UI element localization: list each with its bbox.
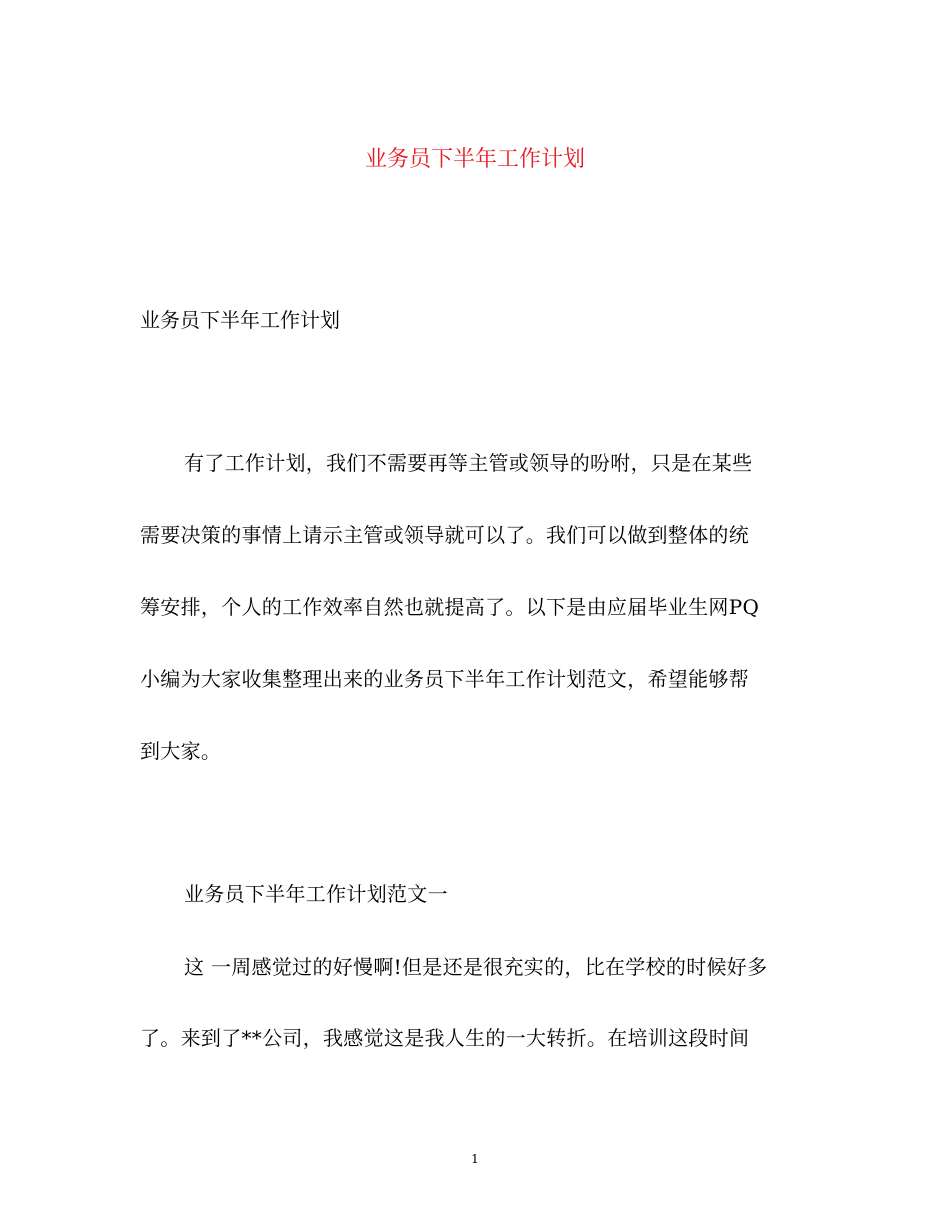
section-heading: 业务员下半年工作计划范文一 [184, 882, 448, 906]
intro-line-1: 有了工作计划，我们不需要再等主管或领导的吩咐，只是在某些 [184, 451, 753, 475]
intro-line-2: 需要决策的事情上请示主管或领导就可以了。我们可以做到整体的统 [140, 523, 749, 547]
body-line-1: 这 一周感觉过的好慢啊!但是还是很充实的，比在学校的时候好多 [184, 955, 768, 979]
intro-line-3: 筹安排，个人的工作效率自然也就提高了。以下是由应届毕业生网PQ [140, 595, 760, 619]
body-line-2: 了。来到了**公司，我感觉这是我人生的一大转折。在培训这段时间 [140, 1026, 750, 1050]
document-title: 业务员下半年工作计划 [364, 147, 585, 172]
intro-line-5: 到大家。 [140, 739, 222, 763]
intro-line-4: 小编为大家收集整理出来的业务员下半年工作计划范文，希望能够帮 [140, 667, 749, 691]
page-number: 1 [471, 1152, 479, 1166]
document-subtitle: 业务员下半年工作计划 [140, 308, 340, 332]
